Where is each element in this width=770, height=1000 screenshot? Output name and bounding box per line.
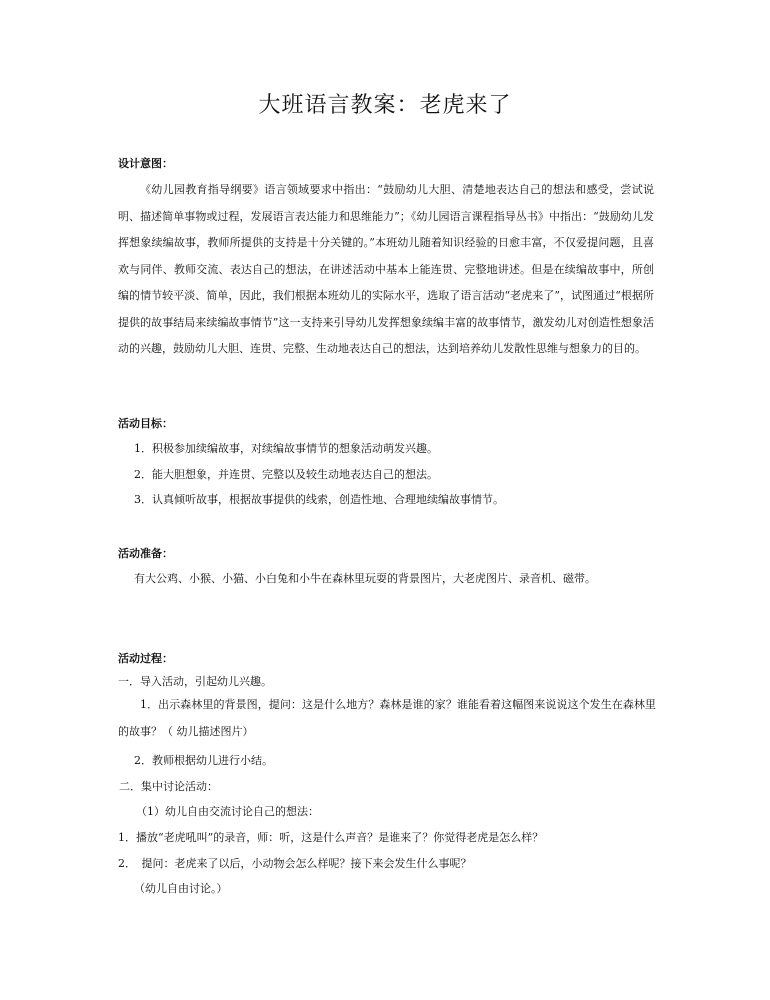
document-title: 大班语言教案：老虎来了	[258, 93, 512, 118]
goal-item-2: 2．能大胆想象，并连贯、完整以及较生动地表达自己的想法。	[134, 468, 438, 481]
goal-item-1: 1．积极参加续编故事，对续编故事情节的想象活动萌发兴趣。	[134, 442, 438, 455]
activity-goals-heading: 活动目标：	[118, 417, 173, 430]
process-step-2: 二．集中讨论活动：	[119, 780, 218, 793]
activity-prep-heading: 活动准备：	[118, 547, 173, 560]
activity-prep-text: 有大公鸡、小猴、小猫、小白兔和小牛在森林里玩耍的背景图片，大老虎图片、录音机、磁带。	[134, 572, 596, 585]
goal-item-3: 3．认真倾听故事，根据故事提供的线索，创造性地、合理地续编故事情节。	[134, 493, 504, 506]
process-step-2-note: （幼儿自由讨论。）	[134, 882, 228, 895]
process-step-1: 一．导入活动，引起幼儿兴趣。	[118, 675, 272, 688]
process-step-2-sub: （1）幼儿自由交流讨论自己的想法：	[136, 805, 319, 818]
process-step-1-item-1: 1．出示森林里的背景图，提问：这是什么地方？森林是谁的家？谁能看着这幅图来说说这个发生在森林里的故事？（ 幼儿描述图片）	[118, 698, 656, 738]
process-step-2-item-1: 1．播放“老虎吼叫”的录音，师：听，这是什么声音？是谁来了？你觉得老虎是怎么样？	[118, 831, 544, 844]
activity-process-heading: 活动过程：	[118, 652, 173, 665]
design-intent-paragraph: 《幼儿园教育指导纲要》语言领域要求中指出：“鼓励幼儿大胆、清楚地表达自己的想法和感受，尝试说明、描述简单事物或过程，发展语言表达能力和思维能力”；《幼儿园语言课程指导丛书》中指出：“鼓励幼儿发挥想象续编故事，教师所提供的支持是十分关键的。”本班幼儿随着知识经验的日愈丰富，不仅爱提问题，且喜欢与同伴、教师交流、表达自己的想法，在讲述活动中基本上能连贯、完整地讲述。但是在续编故事中，所创编的情节较平淡、简单，因此，我们根据本班幼儿的实际水平，选取了语言活动“老虎来了”，试图通过“根据所提供的故事结局来续编故事情节”这一支持来引导幼儿发挥想象续编丰富的故事情节，激发幼儿对创造性想象活动的兴趣，鼓励幼儿大胆、连贯、完整、生动地表达自己的想法，达到培养幼儿发散性思维与想象力的目的。	[118, 183, 654, 355]
process-step-1-item-2: 2．教师根据幼儿进行小结。	[134, 754, 273, 767]
process-step-2-item-2: 2． 提问：老虎来了以后，小动物会怎么样呢？接下来会发生什么事呢？	[118, 857, 472, 870]
design-intent-heading: 设计意图：	[118, 157, 173, 170]
